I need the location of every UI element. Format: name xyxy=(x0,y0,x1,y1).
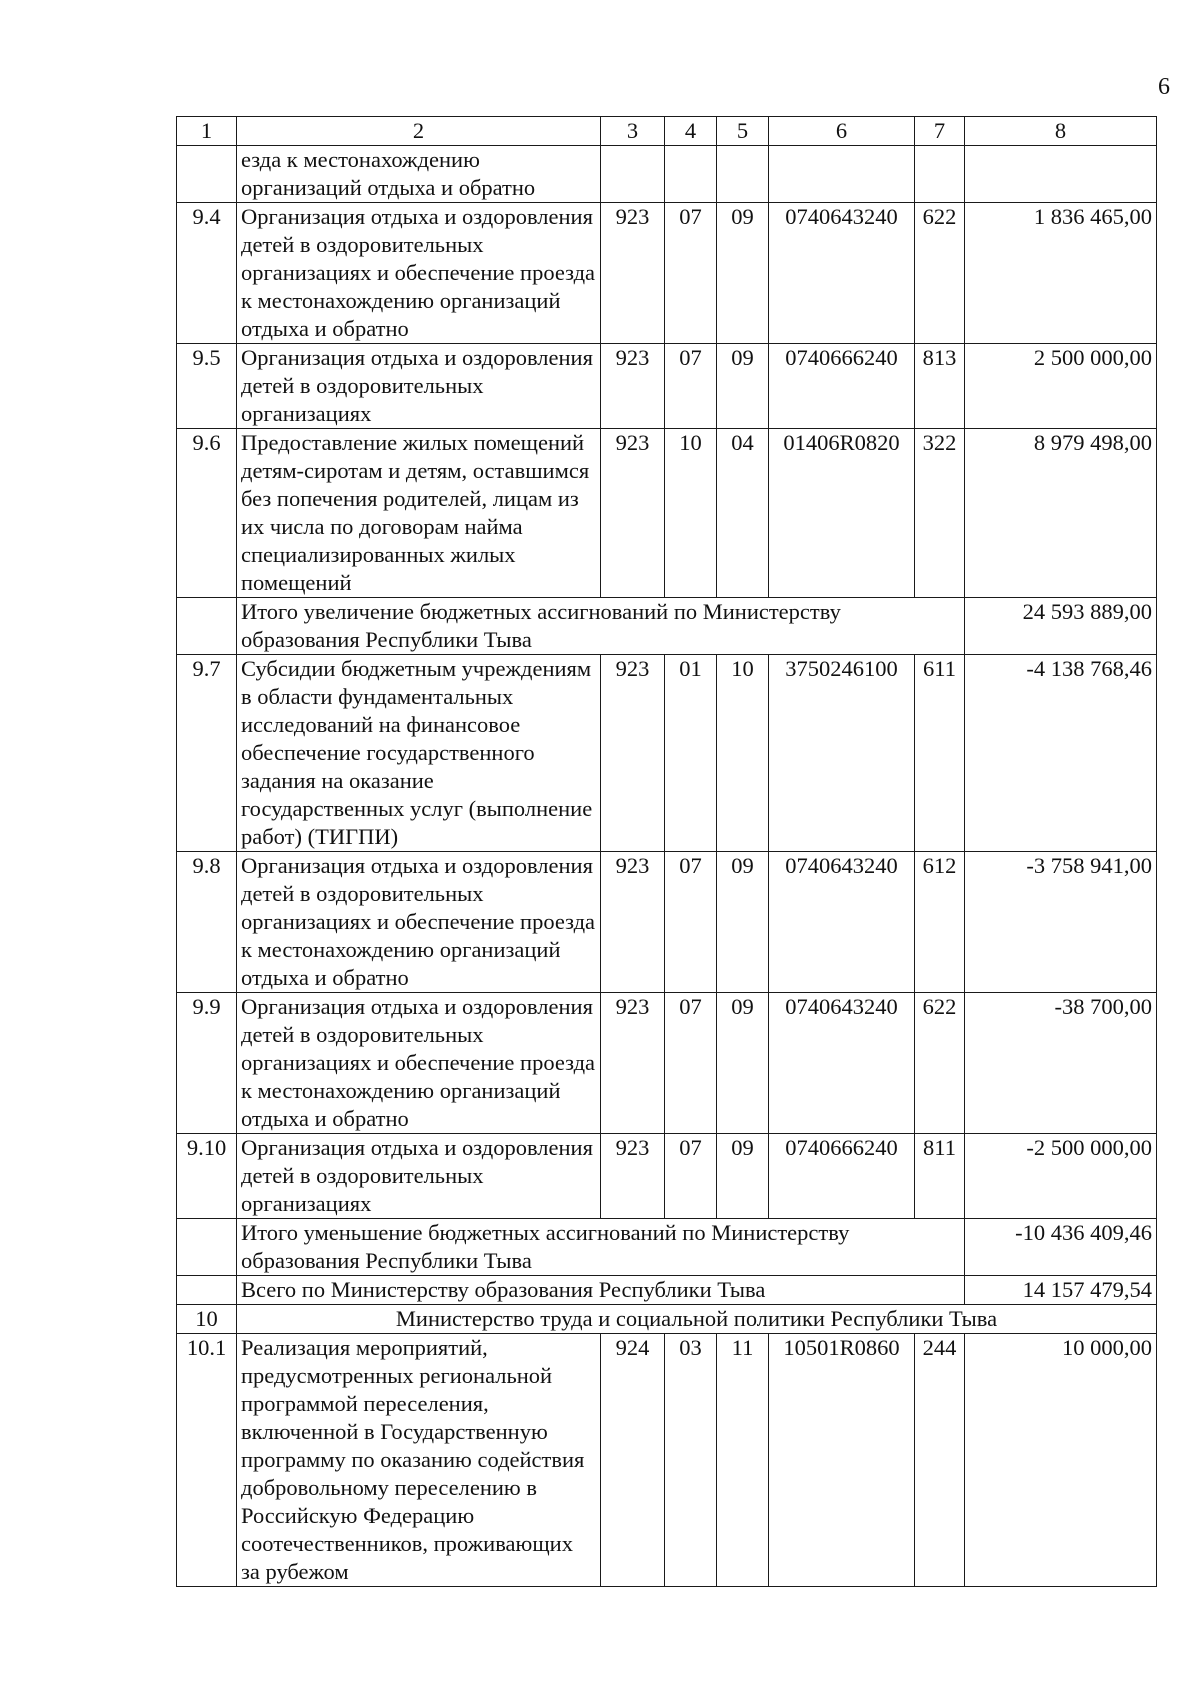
code-section: 07 xyxy=(665,344,717,429)
row-name: Субсидии бюджетным учреждениям в области фундаментальных исследований на финансовое обеспечение государственного задания на оказание государственных услуг (выполнение работ) (ТИГПИ) xyxy=(237,655,601,852)
row-amount: -2 500 000,00 xyxy=(965,1134,1157,1219)
row-amount: -4 138 768,46 xyxy=(965,655,1157,852)
row-name: Организация отдыха и оздоровления детей в оздоровительных организациях xyxy=(237,344,601,429)
header-cell: 3 xyxy=(601,117,665,146)
row-number-empty xyxy=(177,598,237,655)
row-amount: 10 000,00 xyxy=(965,1334,1157,1587)
code-section: 03 xyxy=(665,1334,717,1587)
code-subsection: 10 xyxy=(717,655,769,852)
row-amount: 8 979 498,00 xyxy=(965,429,1157,598)
total-amount: 24 593 889,00 xyxy=(965,598,1157,655)
row-name: Организация отдыха и оздоровления детей в оздоровительных организациях и обеспечение проезда к местонахождению организаций отдыха и обратно xyxy=(237,852,601,993)
row-amount xyxy=(965,146,1157,203)
header-cell: 1 xyxy=(177,117,237,146)
header-cell: 8 xyxy=(965,117,1157,146)
row-number: 9.8 xyxy=(177,852,237,993)
row-name: Реализация мероприятий, предусмотренных региональной программой переселения, включенной в Государственную программу по оказанию содействия добровольному переселению в Российскую Федерацию соотечественников, проживающих за рубежом xyxy=(237,1334,601,1587)
code-ministry: 923 xyxy=(601,993,665,1134)
code-subsection: 09 xyxy=(717,203,769,344)
code-subsection: 09 xyxy=(717,344,769,429)
table-row xyxy=(177,852,1157,993)
row-name: Организация отдыха и оздоровления детей в оздоровительных организациях xyxy=(237,1134,601,1219)
code-ministry: 923 xyxy=(601,852,665,993)
row-number: 9.10 xyxy=(177,1134,237,1219)
total-amount: -10 436 409,46 xyxy=(965,1219,1157,1276)
code-ministry: 924 xyxy=(601,1334,665,1587)
row-number: 9.9 xyxy=(177,993,237,1134)
code-section: 01 xyxy=(665,655,717,852)
code-subsection: 09 xyxy=(717,993,769,1134)
header-cell: 5 xyxy=(717,117,769,146)
row-number-empty xyxy=(177,1276,237,1305)
code-target-article: 0740666240 xyxy=(769,344,915,429)
row-number: 9.6 xyxy=(177,429,237,598)
row-number: 10.1 xyxy=(177,1334,237,1587)
code-expense-type: 811 xyxy=(915,1134,965,1219)
section-title: Министерство труда и социальной политики Республики Тыва xyxy=(237,1305,1157,1334)
code-expense-type: 612 xyxy=(915,852,965,993)
total-label: Итого уменьшение бюджетных ассигнований по Министерству образования Республики Тыва xyxy=(237,1219,965,1276)
row-amount: -3 758 941,00 xyxy=(965,852,1157,993)
total-row xyxy=(177,1276,1157,1305)
code-ministry: 923 xyxy=(601,429,665,598)
total-row xyxy=(177,1219,1157,1276)
header-cell: 4 xyxy=(665,117,717,146)
code-target-article: 0740643240 xyxy=(769,852,915,993)
code-section xyxy=(665,146,717,203)
code-target-article: 01406R0820 xyxy=(769,429,915,598)
code-ministry xyxy=(601,146,665,203)
code-section: 07 xyxy=(665,852,717,993)
row-number: 9.5 xyxy=(177,344,237,429)
code-target-article: 0740666240 xyxy=(769,1134,915,1219)
code-expense-type: 622 xyxy=(915,203,965,344)
table-row xyxy=(177,429,1157,598)
row-number: 9.7 xyxy=(177,655,237,852)
total-row xyxy=(177,598,1157,655)
table-row xyxy=(177,993,1157,1134)
row-number-empty xyxy=(177,1219,237,1276)
section-row xyxy=(177,1305,1157,1334)
total-amount: 14 157 479,54 xyxy=(965,1276,1157,1305)
code-target-article: 10501R0860 xyxy=(769,1334,915,1587)
code-expense-type: 244 xyxy=(915,1334,965,1587)
total-label: Всего по Министерству образования Республики Тыва xyxy=(237,1276,965,1305)
table-row xyxy=(177,1134,1157,1219)
table-row xyxy=(177,1334,1157,1587)
row-amount: -38 700,00 xyxy=(965,993,1157,1134)
code-subsection: 04 xyxy=(717,429,769,598)
code-expense-type xyxy=(915,146,965,203)
code-subsection xyxy=(717,146,769,203)
row-amount: 2 500 000,00 xyxy=(965,344,1157,429)
code-ministry: 923 xyxy=(601,344,665,429)
row-name: Организация отдыха и оздоровления детей в оздоровительных организациях и обеспечение проезда к местонахождению организаций отдыха и обратно xyxy=(237,203,601,344)
code-target-article: 0740643240 xyxy=(769,203,915,344)
table-row xyxy=(177,344,1157,429)
table-header-row xyxy=(177,117,1157,146)
code-subsection: 09 xyxy=(717,852,769,993)
row-number xyxy=(177,146,237,203)
row-name: Предоставление жилых помещений детям-сиротам и детям, оставшимся без попечения родителей, лицам из их числа по договорам найма специализированных жилых помещений xyxy=(237,429,601,598)
code-target-article: 3750246100 xyxy=(769,655,915,852)
code-expense-type: 622 xyxy=(915,993,965,1134)
section-number: 10 xyxy=(177,1305,237,1334)
code-section: 07 xyxy=(665,1134,717,1219)
code-expense-type: 322 xyxy=(915,429,965,598)
code-section: 10 xyxy=(665,429,717,598)
code-expense-type: 611 xyxy=(915,655,965,852)
page-number: 6 xyxy=(1158,74,1170,100)
header-cell: 2 xyxy=(237,117,601,146)
code-target-article xyxy=(769,146,915,203)
row-number: 9.4 xyxy=(177,203,237,344)
code-expense-type: 813 xyxy=(915,344,965,429)
table-row xyxy=(177,203,1157,344)
row-name: езда к местонахождению организаций отдыха и обратно xyxy=(237,146,601,203)
code-section: 07 xyxy=(665,203,717,344)
row-amount: 1 836 465,00 xyxy=(965,203,1157,344)
code-ministry: 923 xyxy=(601,203,665,344)
code-ministry: 923 xyxy=(601,1134,665,1219)
table-row xyxy=(177,146,1157,203)
code-ministry: 923 xyxy=(601,655,665,852)
row-name: Организация отдыха и оздоровления детей в оздоровительных организациях и обеспечение проезда к местонахождению организаций отдыха и обратно xyxy=(237,993,601,1134)
code-section: 07 xyxy=(665,993,717,1134)
header-cell: 6 xyxy=(769,117,915,146)
total-label: Итого увеличение бюджетных ассигнований по Министерству образования Республики Тыва xyxy=(237,598,965,655)
code-target-article: 0740643240 xyxy=(769,993,915,1134)
code-subsection: 09 xyxy=(717,1134,769,1219)
code-subsection: 11 xyxy=(717,1334,769,1587)
table-row xyxy=(177,655,1157,852)
header-cell: 7 xyxy=(915,117,965,146)
budget-table xyxy=(176,116,1157,1587)
